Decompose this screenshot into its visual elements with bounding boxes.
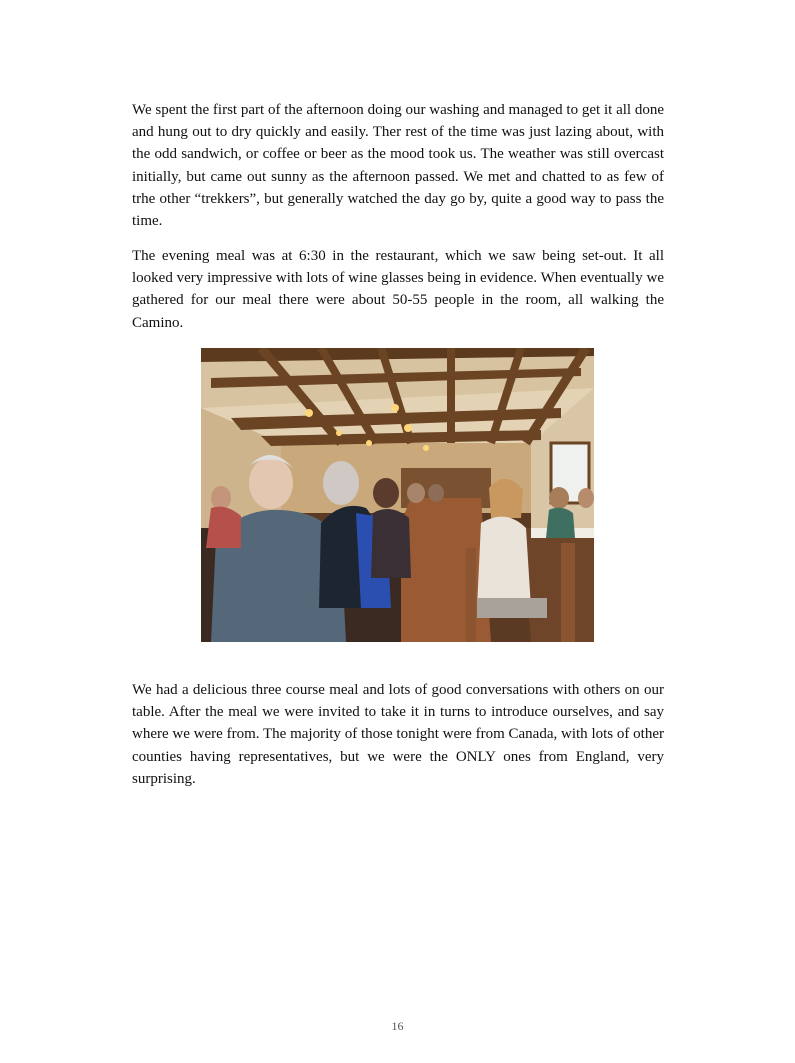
restaurant-photo (201, 348, 594, 642)
page-number: 16 (391, 1019, 404, 1033)
paragraph-introductions: We had a delicious three course meal and lots of good conversations with others on our table. After the meal we were invited to take it in turns to introduce ourselves, and say where we were from. The majority of those tonight were from Canada, with lots of other counties having representatives, but we were the ONLY ones from England, very surprising. (132, 682, 664, 787)
paragraph-evening-meal: The evening meal was at 6:30 in the restaurant, which we saw being set-out. It all looked very impressive with lots of wine glasses being in evidence. When eventually we gathered for our meal there were about 50-55 people in the room, all walking the Camino. (132, 248, 664, 331)
paragraph-afternoon: We spent the first part of the afternoon doing our washing and managed to get it all done and hung out to dry quickly and easily. Ther rest of the time was just lazing about, with the odd sandwich, or coffee or beer as the mood took us. The weather was still overcast initially, but came out sunny as the afternoon passed. We met and chatted to as few of trhe other “trekkers”, but generally watched the day go by, quite a good way to pass the time. (132, 102, 664, 230)
